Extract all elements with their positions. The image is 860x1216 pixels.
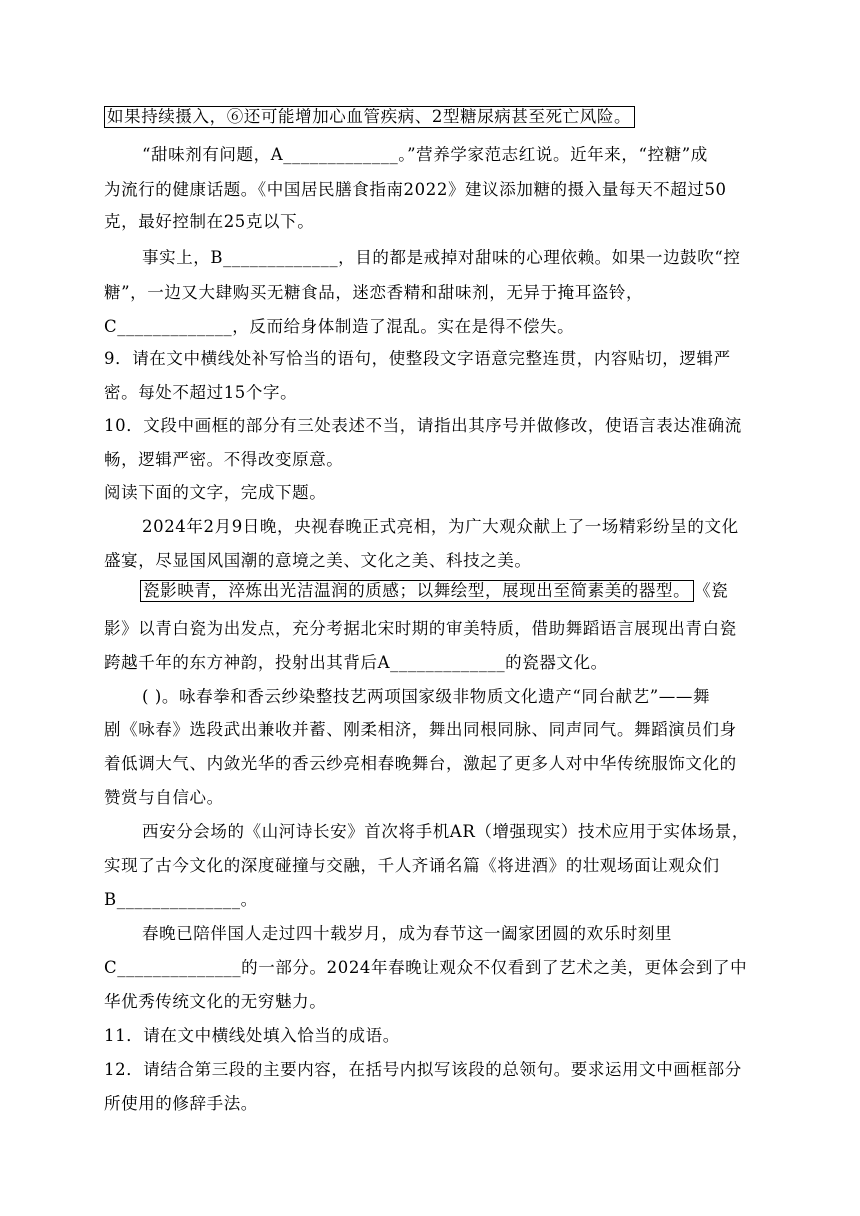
passage1-line-5: 事实上，B_____________，目的都是戒掉对甜味的心理依赖。如果一边鼓吹“控 xyxy=(142,248,741,267)
reading-instruction: 阅读下面的文字，完成下题。 xyxy=(104,483,327,502)
question-10-line-1: 10．文段中画框的部分有三处表述不当，请指出其序号并做修改，使语言表达准确流 xyxy=(104,416,742,435)
question-12-line-1: 12．请结合第三段的主要内容，在括号内拟写该段的总领句。要求运用文中画框部分 xyxy=(104,1060,742,1079)
boxed-sentence-2: 瓷影映青，淬炼出光洁温润的质感；以舞绘型，展现出至简素美的器型。 xyxy=(140,580,694,602)
passage1-line-3: 为流行的健康话题。《中国居民膳食指南2022》建议添加糖的摄入量每天不超过50 xyxy=(104,180,727,199)
question-11: 11．请在文中横线处填入恰当的成语。 xyxy=(104,1026,400,1045)
boxed-sentence-1: 如果持续摄入，⑥还可能增加心血管疾病、2型糖尿病甚至死亡风险。 xyxy=(104,106,635,128)
passage2-p3-line-3: 着低调大气、内敛光华的香云纱亮相春晚舞台，激起了更多人对中华传统服饰文化的 xyxy=(104,754,737,773)
passage2-p2-line-2: 影》以青白瓷为出发点，充分考据北宋时期的审美特质，借助舞蹈语言展现出青白瓷 xyxy=(104,619,737,638)
passage1-line-7: C_____________，反而给身体制造了混乱。实在是得不偿失。 xyxy=(104,317,575,336)
passage1-line-6: 糖”，一边又大肆购买无糖食品，迷恋香精和甜味剂，无异于掩耳盗铃， xyxy=(104,283,644,302)
question-9-line-1: 9．请在文中横线处补写恰当的语句，使整段文字语意完整连贯，内容贴切，逻辑严 xyxy=(104,349,731,368)
passage2-p1-line-1: 2024年2月9日晚，央视春晚正式亮相，为广大观众献上了一场精彩纷呈的文化 xyxy=(142,517,739,536)
passage2-p2-line-1 xyxy=(140,580,728,602)
passage2-p5-line-2: C______________的一部分。2024年春晚让观众不仅看到了艺术之美，更体会到了中 xyxy=(104,958,748,977)
question-10-line-2: 畅，逻辑严密。不得改变原意。 xyxy=(104,450,344,469)
passage1-line-2: “甜味剂有问题，A_____________。”营养学家范志红说。近年来，“控糖”成 xyxy=(142,145,708,164)
passage2-p2-line-1-tail: 《瓷 xyxy=(694,581,729,600)
passage2-p1-line-2: 盛宴，尽显国风国潮的意境之美、文化之美、科技之美。 xyxy=(104,551,532,570)
passage1-line-1 xyxy=(104,106,635,128)
passage2-p3-line-2: 剧《咏春》选段武出兼收并蓄、刚柔相济，舞出同根同脉、同声同气。舞蹈演员们身 xyxy=(104,720,737,739)
passage2-p5-line-1: 春晚已陪伴国人走过四十载岁月，成为春节这一阖家团圆的欢乐时刻里 xyxy=(142,924,673,943)
passage2-p4-line-2: 实现了古今文化的深度碰撞与交融，千人齐诵名篇《将进酒》的壮观场面让观众们 xyxy=(104,856,720,875)
passage2-p2-line-3: 跨越千年的东方神韵，投射出其背后A_____________的瓷器文化。 xyxy=(104,653,608,672)
passage2-p3-line-4: 赞赏与自信心。 xyxy=(104,788,224,807)
question-9-line-2: 密。每处不超过15个字。 xyxy=(104,383,298,402)
passage2-p3-line-1: ( )。咏春拳和香云纱染整技艺两项国家级非物质文化遗产“同台献艺”——舞 xyxy=(142,687,711,706)
passage2-p5-line-3: 华优秀传统文化的无穷魅力。 xyxy=(104,992,327,1011)
question-12-line-2: 所使用的修辞手法。 xyxy=(104,1094,258,1113)
passage2-p4-line-1: 西安分会场的《山河诗长安》首次将手机AR（增强现实）技术应用于实体场景， xyxy=(142,822,749,841)
passage2-p4-line-3: B______________。 xyxy=(104,890,258,909)
passage1-line-4: 克，最好控制在25克以下。 xyxy=(104,212,315,231)
